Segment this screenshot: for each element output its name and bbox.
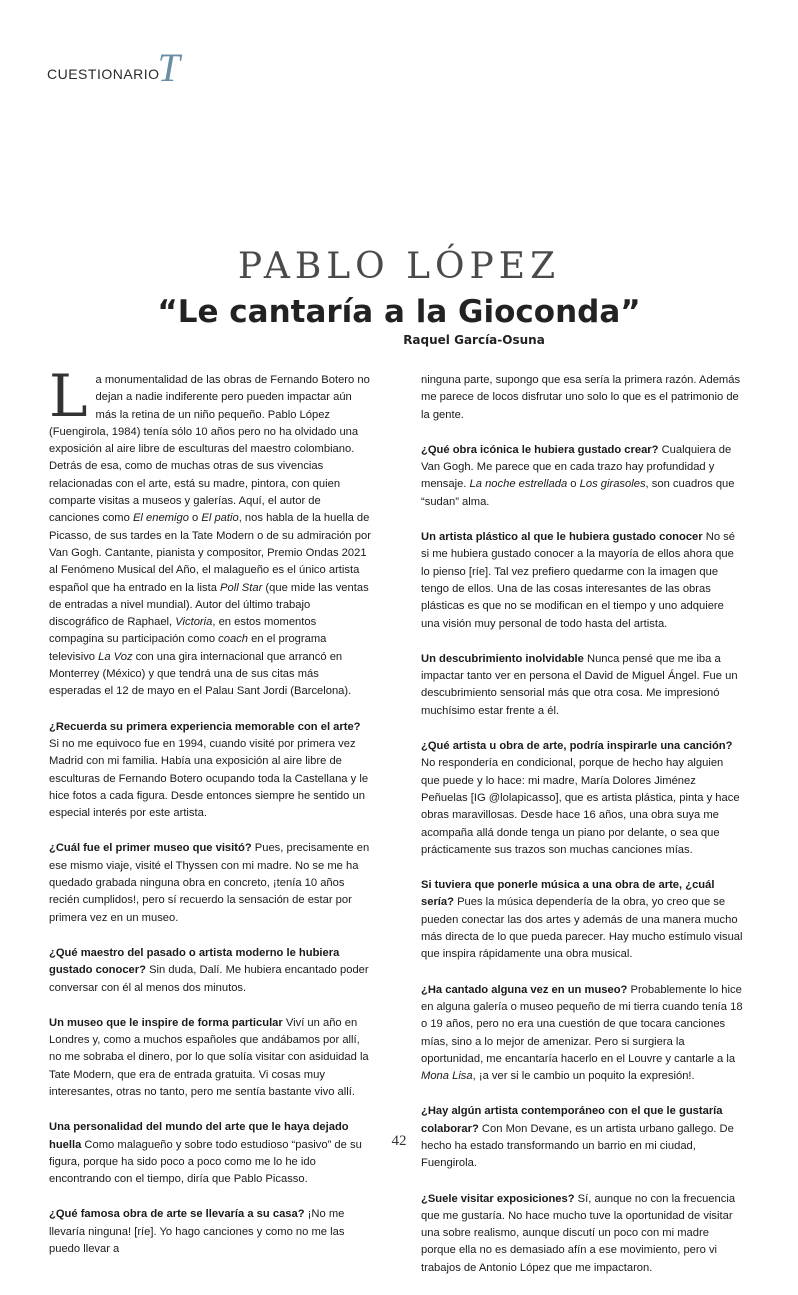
qa-item xyxy=(421,877,745,963)
intro-text xyxy=(49,362,371,698)
answer-text: o xyxy=(567,478,580,491)
answer-text: No respondería en condicional, porque de hecho hay alguien que puede y lo hace: mi madre, María Dolores Jiménez Peñuelas [IG @lolapicasso], que es artista plástica, pinta y hace obras maravillosas. Desde hace 16 años, una obra suya me acompaña allá donde tenga un piano por delante, o sea que prácticamente sus trazos son muchas canciones mías. xyxy=(421,757,740,856)
qa-item xyxy=(421,442,745,511)
answer-text: Viví un año en Londres y, como a muchos españoles que andábamos por allí, no me sobraba el dinero, por lo que solía visitar con asiduidad la Tate Modern, que era de entrada gratuita. Vi cosas muy interesantes, otras no tanto, pero me sentía bastante vivo allí. xyxy=(49,1016,369,1098)
intro-paragraph xyxy=(49,362,371,701)
qa-item xyxy=(49,945,371,997)
answer-text: Probablemente lo hice en alguna galería o museo pequeño de mi tierra cuando tenía 18 o 19 años, pero no era una cuestión de que tocara canciones mías, sino a lo mejor de amenizar. Pero si surgiera la oportunidad, me encantaría hacerlo en el Louvre y cantarle a la xyxy=(421,983,743,1065)
qa-item xyxy=(421,982,745,1086)
section-header xyxy=(47,44,180,88)
italic-title: coach xyxy=(218,633,249,646)
author-byline: Raquel García-Osuna xyxy=(403,333,545,347)
answer-text: , nos habla de la huella de Picasso, de sus tardes en la Tate Modern o de su admiración por Van Gogh. Cantante, pianista y compositor, Premio Ondas 2021 al Fenómeno Musical del Año, el malagueño es el único artista español que ha entrado en la lista xyxy=(49,512,371,594)
question: ¿Recuerda su primera experiencia memorable con el arte? xyxy=(49,720,361,733)
italic-title: Poll Star xyxy=(220,581,263,594)
answer-text: ¡No me llevaría ninguna! [ríe]. Yo hago canciones y como no me las puedo llevar a xyxy=(49,1208,345,1256)
question: ¿Qué artista u obra de arte, podría inspirarle una canción? xyxy=(421,740,733,753)
qa-item xyxy=(49,1206,371,1258)
qa-item xyxy=(49,1119,371,1188)
answer-text: con una gira internacional que arrancó en Monterrey (México) y que tendrá una de sus citas más esperadas el 12 de mayo en el Palau Sant Jordi (Barcelona). xyxy=(49,650,352,698)
page-number: 42 xyxy=(391,1133,407,1149)
question: ¿Cuál fue el primer museo que visitó? xyxy=(49,842,252,855)
question: Un descubrimiento inolvidable xyxy=(421,652,584,665)
section-initial-ornament: T xyxy=(157,45,180,90)
italic-title: Victoria xyxy=(175,616,213,629)
answer-text: Nunca pensé que me iba a impactar tanto ver en persona el David de Miguel Ángel. Fue un descubrimiento sensorial más que otra cosa. Me impresionó muchísimo estar frente a él. xyxy=(421,652,738,717)
answer-text: Como malagueño y sobre todo estudioso “pasivo” de su figura, porque ha sido poco a poco como me lo he ido encontrando con el tiempo, diría que Pablo Picasso. xyxy=(49,1138,362,1186)
italic-title: El enemigo xyxy=(132,512,189,525)
qa-item xyxy=(421,651,745,720)
italic-title: Los girasoles xyxy=(579,478,646,491)
qa-item xyxy=(49,1015,371,1101)
answer-text: (que mide las ventas de entradas a nivel mundial). Autor del último trabajo discográfico de Raphael, xyxy=(49,581,369,629)
answer-text: Pues la música dependería de la obra, yo creo que se pueden conectar las dos artes y además de una manera mucho más directa de lo que pueda parecer. Hay mucho estímulo visual que inspira rápidamente una obra musical. xyxy=(421,896,743,961)
question: ¿Qué obra icónica le hubiera gustado crear? xyxy=(421,443,659,456)
qa-item xyxy=(421,738,745,859)
answer-text: , son cuadros que “sudan” alma. xyxy=(421,478,735,508)
right-column xyxy=(421,372,745,1295)
answer-text: en el programa televisivo xyxy=(49,633,327,663)
drop-cap: L xyxy=(49,362,88,430)
question: Si tuviera que ponerle música a una obra de arte, ¿cuál sería? xyxy=(421,879,715,909)
italic-title: La Voz xyxy=(98,650,133,663)
question: Una personalidad del mundo del arte que le haya dejado huella xyxy=(49,1121,349,1151)
answer-text: a monumentalidad de las obras de Fernando Botero no dejan a nadie indiferente pero pueden impactar aún más la retina de un niño pequeño. Pablo López (Fuengirola, 1984) tenía sólo 10 años pero no ha olvidado una exposición al aire libre de esculturas del maestro colombiano. Detrás de esa, como de muchas otras de sus vivencias relacionadas con el arte, está su madre, pintora, con quien comparte visitas a museos y galerías. Aquí, el autor de canciones como xyxy=(49,374,370,525)
italic-title: La noche estrellada xyxy=(469,478,568,491)
left-qa-list xyxy=(49,719,371,1259)
answer-text: , ¡a ver si le cambio un poquito la expresión!. xyxy=(472,1070,695,1083)
question: ¿Hay algún artista contemporáneo con el que le gustaría colaborar? xyxy=(421,1105,723,1135)
question: ¿Qué maestro del pasado o artista moderno le hubiera gustado conocer? xyxy=(49,946,340,977)
qa-item xyxy=(49,840,371,926)
continued-answer: ninguna parte, supongo que esa sería la primera razón. Además me parece de locos disfrutar uno solo lo que es el patrimonio de la gente. xyxy=(421,374,741,421)
question: ¿Suele visitar exposiciones? xyxy=(421,1192,575,1205)
right-qa-list xyxy=(421,442,745,1277)
answer-text: Pues, precisamente en ese mismo viaje, visité el Thyssen con mi madre. No se me ha quedado grabada ninguna obra en concreto, ¡tenía 10 años recién cumplidos!, pero sí recuerdo la sensación de estar por primera vez en un museo. xyxy=(49,842,370,924)
answer-text: Sin duda, Dalí. Me hubiera encantado poder conversar con él al menos dos minutos. xyxy=(49,964,369,994)
qa-item xyxy=(421,529,745,633)
qa-item xyxy=(49,719,371,823)
answer-text: o xyxy=(188,512,202,525)
interviewee-name: PABLO LÓPEZ xyxy=(237,246,561,288)
article-headline: “Le cantaría a la Gioconda” xyxy=(157,293,641,330)
section-title: CUESTIONARIO xyxy=(47,66,160,82)
question: ¿Ha cantado alguna vez en un museo? xyxy=(421,983,628,996)
answer-text: Sí, aunque no con la frecuencia que me gustaría. No hace mucho tuve la oportunidad de visitar una sobre realismo, aunque discutí un poco con mi madre porque ella no es demasiado afín a ese movimiento, pero vi trabajos de Antonio López que me impactaron. xyxy=(421,1192,736,1274)
italic-title: El patio xyxy=(201,512,239,525)
answer-text: Cualquiera de Van Gogh. Me parece que en cada trazo hay profundidad y mensaje. xyxy=(421,443,732,491)
question: Un artista plástico al que le hubiera gustado conocer xyxy=(421,531,703,544)
question: Un museo que le inspire de forma particular xyxy=(49,1016,283,1029)
answer-text: , en estos momentos compagina su participación como xyxy=(49,616,317,646)
answer-text: No sé si me hubiera gustado conocer a la mayoría de ellos ahora que lo pienso [ríe]. Tal vez prefiero quedarme con la imagen que tengo de ellos. Una de las cosas interesantes de las obras plásticas es que no se modifican en el tiempo y uno adquiere una visión muy personal de todo hasta del artista. xyxy=(421,531,735,630)
qa-item xyxy=(421,1191,745,1277)
answer-text: Con Mon Devane, es un artista urbano gallego. De hecho ha estado transformando un barrio en mi ciudad, Fuengirola. xyxy=(421,1122,734,1170)
italic-title: Mona Lisa xyxy=(421,1070,473,1083)
question: ¿Qué famosa obra de arte se llevaría a su casa? xyxy=(49,1208,305,1221)
answer-text: Si no me equivoco fue en 1994, cuando visité por primera vez Madrid con mi familia. Había una exposición al aire libre de esculturas de Fernando Botero ocupando toda la Castellana y le hice fotos a cada figura. Desde entonces siempre he sentido un especial interés por este artista. xyxy=(49,737,369,820)
